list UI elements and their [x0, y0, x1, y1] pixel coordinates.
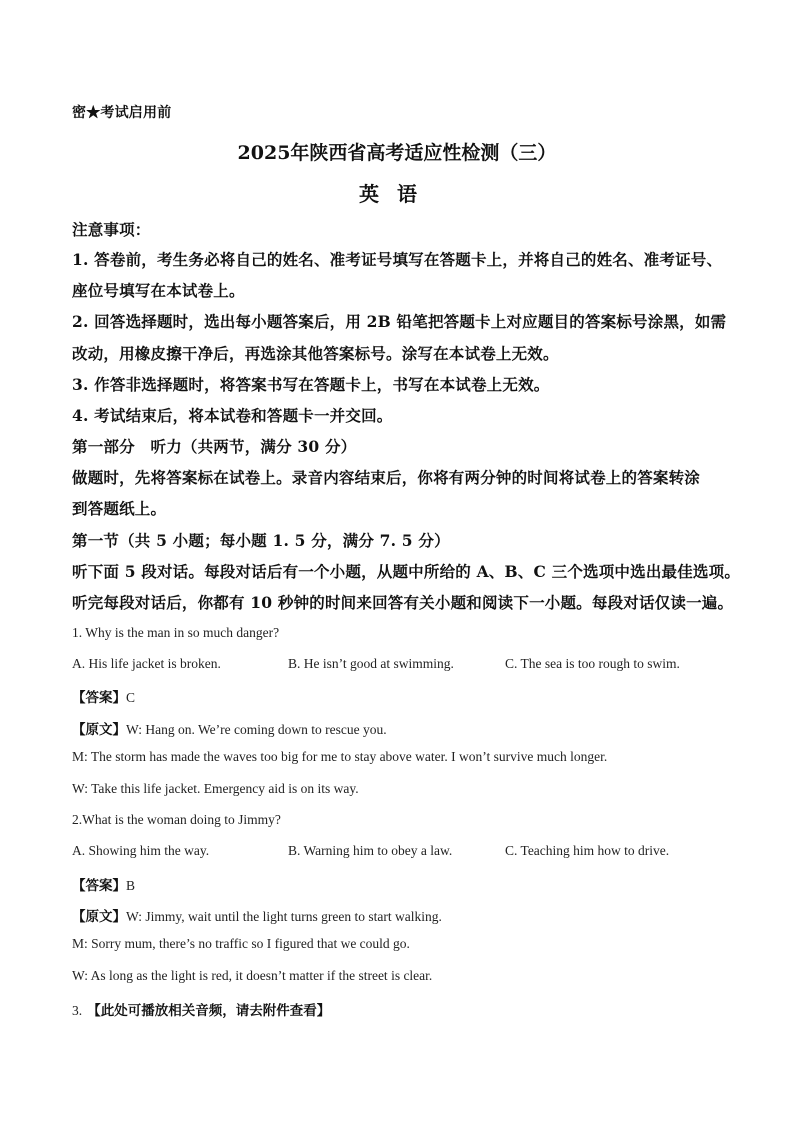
note-4: 4. 考试结束后，将本试卷和答题卡一并交回。 [72, 406, 393, 425]
part1-instruction-line-2: 到答题纸上。 [72, 499, 167, 518]
q3-audio-note[interactable]: 【此处可播放相关音频，请去附件查看】 [87, 1003, 331, 1019]
q2-option-a: A. Showing him the way. [72, 843, 210, 858]
script-tag: 【原文】 [72, 909, 126, 925]
q1-option-c: C. The sea is too rough to swim. [505, 656, 680, 671]
section1-instruction-line-1: 听下面 5 段对话。每段对话后有一个小题，从题中所给的 A、B、C 三个选项中选出最佳选项。 [72, 562, 741, 581]
exam-title: 2025年陕西省高考适应性检测（三） [237, 142, 557, 164]
script-tag: 【原文】 [72, 722, 126, 738]
q2-answer [72, 874, 135, 894]
part1-heading: 第一部分 听力（共两节，满分 30 分） [72, 437, 357, 456]
answer-tag: 【答案】 [72, 878, 126, 894]
note-1-line-1: 1. 答卷前，考生务必将自己的姓名、准考证号填写在答题卡上，并将自己的姓名、准考证号、 [72, 250, 723, 269]
answer-tag: 【答案】 [72, 690, 126, 706]
q1-option-a: A. His life jacket is broken. [72, 656, 221, 671]
subject-title: 英语 [359, 182, 435, 206]
note-2-line-1: 2. 回答选择题时，选出每小题答案后，用 2B 铅笔把答题卡上对应题目的答案标号涂黑，如需 [72, 312, 727, 331]
q2-script-text-1: W: Jimmy, wait until the light turns green to start walking. [126, 909, 442, 924]
q1-script-text-1: W: Hang on. We’re coming down to rescue you. [126, 722, 387, 737]
q2-option-b: B. Warning him to obey a law. [288, 843, 453, 858]
q1-answer [72, 686, 135, 706]
note-3: 3. 作答非选择题时，将答案书写在答题卡上，书写在本试卷上无效。 [72, 375, 550, 394]
confidential-mark: 密★考试启用前 [72, 105, 172, 121]
part1-instruction-line-1: 做题时，先将答案标在试卷上。录音内容结束后，你将有两分钟的时间将试卷上的答案转涂 [72, 468, 701, 487]
section1-heading: 第一节（共 5 小题；每小题 1. 5 分，满分 7. 5 分） [72, 531, 450, 550]
section1-instruction-line-2: 听完每段对话后，你都有 10 秒钟的时间来回答有关小题和阅读下一小题。每段对话仅读一遍。 [72, 593, 734, 612]
q2-script-line-2: M: Sorry mum, there’s no traffic so I figured that we could go. [72, 936, 410, 951]
q2-answer-value: B [126, 878, 136, 893]
q1-option-b: B. He isn’t good at swimming. [288, 656, 454, 671]
q1-answer-value: C [126, 690, 136, 705]
note-2-line-2: 改动，用橡皮擦干净后，再选涂其他答案标号。涂写在本试卷上无效。 [72, 344, 559, 363]
notes-heading: 注意事项： [72, 220, 151, 239]
q2-script-line-3: W: As long as the light is red, it doesn’t matter if the street is clear. [72, 968, 433, 983]
q3-number: 3. [72, 1003, 83, 1018]
q2-option-c: C. Teaching him how to drive. [505, 843, 670, 858]
q1-script-line-1 [72, 718, 387, 738]
q1-script-line-2: M: The storm has made the waves too big for me to stay above water. I won’t survive much longer. [72, 749, 608, 764]
q2-question: 2.What is the woman doing to Jimmy? [72, 812, 281, 827]
note-1-line-2: 座位号填写在本试卷上。 [72, 281, 245, 300]
q3-item [72, 999, 330, 1019]
q1-script-line-3: W: Take this life jacket. Emergency aid is on its way. [72, 781, 359, 796]
q1-question: 1. Why is the man in so much danger? [72, 625, 280, 640]
q2-script-line-1 [72, 905, 442, 925]
